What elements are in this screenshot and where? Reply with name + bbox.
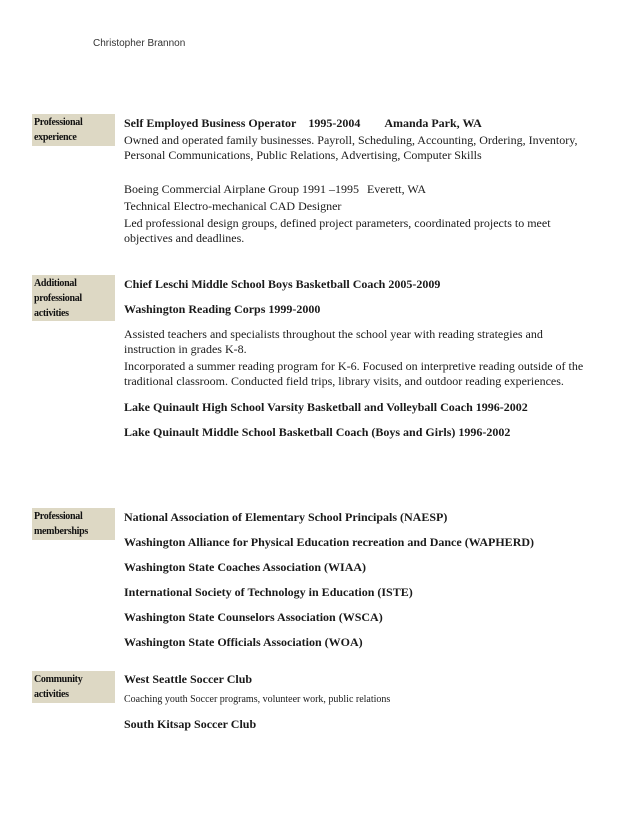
- job2-heading: [124, 182, 426, 197]
- section-label-additional-activities: Additional professional activities: [32, 275, 115, 321]
- membership-item: National Association of Elementary School Principals (NAESP): [124, 510, 448, 524]
- job2-title: Technical Electro-mechanical CAD Designer: [124, 199, 342, 213]
- job1-years: 1995-2004: [308, 116, 361, 130]
- activity-item: Washington Reading Corps 1999-2000: [124, 302, 321, 316]
- resume-owner-name: Christopher Brannon: [93, 38, 186, 49]
- activity-description-line: Incorporated a summer reading program for K-6. Focused on interpretive reading outside of the: [124, 359, 584, 373]
- activity-item: Lake Quinault Middle School Basketball Coach (Boys and Girls) 1996-2002: [124, 425, 511, 439]
- job1-description-line: Personal Communications, Public Relations, Advertising, Computer Skills: [124, 148, 482, 162]
- activity-description-line: Assisted teachers and specialists throughout the school year with reading strategies and: [124, 327, 543, 341]
- activity-description-line: instruction in grades K-8.: [124, 342, 247, 356]
- job1-title: Self Employed Business Operator: [124, 116, 297, 130]
- activity-description-line: traditional classroom. Conducted field trips, library visits, and outdoor reading experiences.: [124, 374, 564, 388]
- community-item-description: Coaching youth Soccer programs, volunteer work, public relations: [124, 694, 391, 705]
- job1-heading: [124, 116, 482, 131]
- community-item: West Seattle Soccer Club: [124, 672, 253, 686]
- membership-item: Washington State Officials Association (WOA): [124, 635, 363, 649]
- job1-location: Amanda Park, WA: [384, 116, 482, 130]
- job2-description-line: Led professional design groups, defined project parameters, coordinated projects to meet: [124, 216, 551, 230]
- membership-item: International Society of Technology in Education (ISTE): [124, 585, 413, 599]
- community-item: South Kitsap Soccer Club: [124, 717, 257, 731]
- activity-item: Lake Quinault High School Varsity Basketball and Volleyball Coach 1996-2002: [124, 400, 528, 414]
- section-label-professional-experience: Professional experience: [32, 114, 115, 146]
- activity-item: Chief Leschi Middle School Boys Basketball Coach 2005-2009: [124, 277, 441, 291]
- job1-description-line: Owned and operated family businesses. Payroll, Scheduling, Accounting, Ordering, Inventory,: [124, 133, 578, 147]
- membership-item: Washington Alliance for Physical Education recreation and Dance (WAPHERD): [124, 535, 535, 549]
- section-label-professional-memberships: Professional memberships: [32, 508, 115, 540]
- job2-description-line: objectives and deadlines.: [124, 231, 245, 245]
- job2-location: Everett, WA: [366, 182, 427, 196]
- job2-company: Boeing Commercial Airplane Group 1991 –1995: [124, 182, 359, 196]
- section-label-community-activities: Community activities: [32, 671, 115, 703]
- membership-item: Washington State Coaches Association (WIAA): [124, 560, 367, 574]
- membership-item: Washington State Counselors Association (WSCA): [124, 610, 383, 624]
